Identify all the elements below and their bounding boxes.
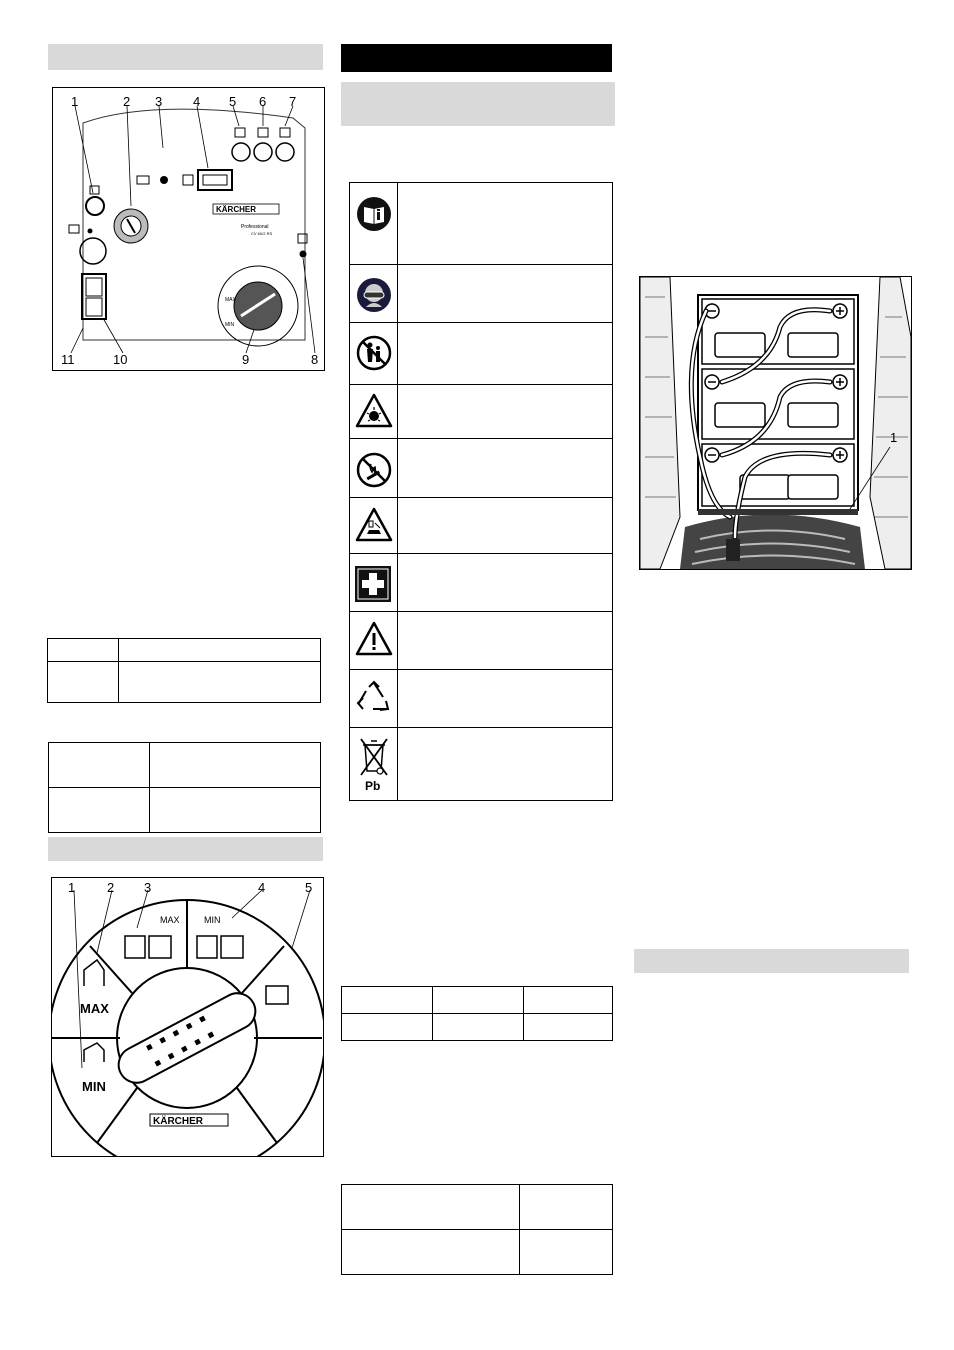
callout-3: 3 [155, 94, 163, 109]
callout-2: 2 [123, 94, 131, 109]
section-header-bar [48, 44, 323, 70]
callout-4: 4 [193, 94, 201, 109]
battery-drawing [640, 277, 911, 569]
dial-max-small: MAX [160, 915, 180, 925]
recycling-icon [355, 679, 393, 717]
keep-children-away-icon [356, 335, 392, 371]
dial-callout-5: 5 [305, 880, 313, 895]
callout-8: 8 [311, 352, 319, 367]
battery-figure [639, 276, 912, 570]
dial-callout-2: 2 [107, 880, 115, 895]
dial-callout-4: 4 [258, 880, 266, 895]
dial-min-small: MIN [204, 915, 221, 925]
empty-table-1 [47, 638, 321, 703]
control-panel-figure [52, 87, 325, 371]
panel-model: CV 60/2 RS [251, 231, 273, 236]
symbol-table [349, 182, 613, 801]
callout-1: 1 [71, 94, 79, 109]
dial-drawing [52, 878, 323, 1156]
empty-table-2 [48, 742, 321, 833]
section-header-bar-4 [634, 949, 909, 973]
callout-6: 6 [259, 94, 267, 109]
control-panel-drawing [53, 88, 324, 370]
panel-dial-max: MAX [225, 297, 236, 303]
dial-brand: KÄRCHER [153, 1116, 203, 1127]
empty-table-3 [341, 986, 613, 1041]
manual-info-icon [356, 196, 392, 232]
panel-brand: KÄRCHER [216, 205, 256, 214]
battery-callout-1: 1 [890, 430, 898, 445]
explosion-hazard-icon [355, 393, 393, 429]
section-header-bar-3 [341, 82, 615, 126]
first-aid-icon [354, 565, 392, 603]
no-fire-no-smoking-icon [356, 452, 392, 488]
callout-10: 10 [113, 352, 128, 367]
callout-9: 9 [242, 352, 250, 367]
dial-callout-3: 3 [144, 880, 152, 895]
acid-corrosion-icon [355, 507, 393, 543]
warning-icon [355, 621, 393, 657]
callout-5: 5 [229, 94, 237, 109]
bin-pb-label: Pb [365, 779, 381, 793]
dial-max-label: MAX [80, 1001, 109, 1016]
chapter-title-bar [341, 44, 612, 72]
dial-callout-1: 1 [68, 880, 76, 895]
callout-11: 11 [61, 352, 75, 367]
dial-min-label: MIN [82, 1079, 106, 1094]
callout-7: 7 [289, 94, 297, 109]
crossed-bin-icon [357, 735, 391, 793]
safety-goggles-icon [356, 277, 392, 313]
dial-figure [51, 877, 324, 1157]
section-header-bar-2 [48, 837, 323, 861]
empty-table-4 [341, 1184, 613, 1275]
panel-dial-min: MIN [225, 322, 235, 328]
panel-subtitle: Professional [241, 224, 269, 230]
